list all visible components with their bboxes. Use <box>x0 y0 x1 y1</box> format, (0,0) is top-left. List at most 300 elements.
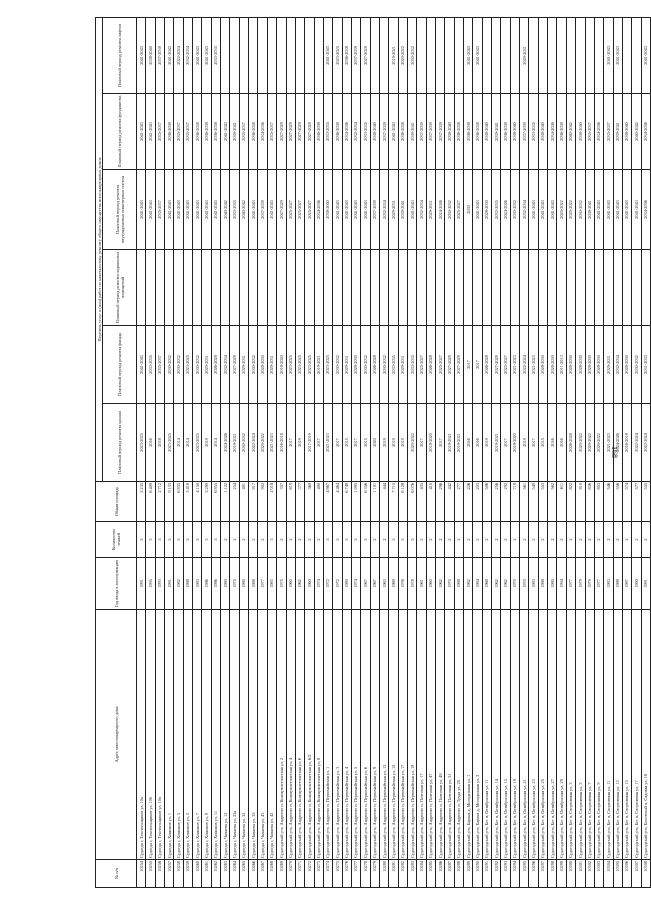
cell-floors: 5 <box>137 522 146 558</box>
cell-facade: 2026-2028 <box>211 326 220 404</box>
cell-engineering: 2041-2043 <box>342 170 351 250</box>
cell-lift <box>249 17 258 93</box>
cell-engineering: 2028-2030 <box>482 170 491 250</box>
cell-engineering: 2032-2034 <box>520 170 529 250</box>
cell-num: 10305 <box>613 860 622 888</box>
cell-roof: 2023-2025 <box>137 404 146 482</box>
table-row <box>464 17 473 887</box>
cell-roof: 2019 <box>398 404 407 482</box>
cell-roof: 2014 <box>183 404 192 482</box>
cell-facade: 2017 <box>464 326 473 404</box>
table-row <box>510 17 519 887</box>
cell-area: 6 076 <box>407 482 416 522</box>
cell-floors: 5 <box>389 522 398 558</box>
cell-year: 1975 <box>230 558 239 610</box>
cell-basement <box>492 250 501 326</box>
cell-basement <box>594 250 603 326</box>
table-row <box>520 17 529 887</box>
cell-area: 917 <box>249 482 258 522</box>
cell-floors: 2 <box>473 522 482 558</box>
cell-num: 10254 <box>137 860 146 888</box>
cell-floors: 5 <box>183 522 192 558</box>
cell-roof: 2017 <box>286 404 295 482</box>
cell-floors: 5 <box>155 522 164 558</box>
cell-basement <box>286 250 295 326</box>
table-header <box>96 17 137 887</box>
cell-foundation: 2039-2041 <box>230 94 239 170</box>
cell-facade: 2023-2025 <box>295 326 304 404</box>
cell-basement <box>454 250 463 326</box>
cell-year: 1960 <box>305 558 314 610</box>
cell-address: Судогодский р-н, Бег п, Октябрьская ул, 15 <box>501 610 510 860</box>
cell-address: Судогодский р-н, Андреево п, Почтовая ул, 49 <box>436 610 445 860</box>
cell-roof: 2020-2022 <box>407 404 416 482</box>
cell-num: 10269 <box>277 860 286 888</box>
cell-basement <box>202 250 211 326</box>
cell-floors: 5 <box>333 522 342 558</box>
cell-area: 277 <box>454 482 463 522</box>
cell-num: 10287 <box>445 860 454 888</box>
cell-year: 1960 <box>286 558 295 610</box>
cell-engineering: 2041-2043 <box>174 170 183 250</box>
cell-year: 1980 <box>221 558 230 610</box>
cell-year: 1970 <box>520 558 529 610</box>
cell-engineering: 2034-2036 <box>314 170 323 250</box>
cell-facade: 2017 <box>473 326 482 404</box>
table-row <box>426 17 435 887</box>
cell-lift <box>277 17 286 93</box>
cell-year: 1991 <box>137 558 146 610</box>
cell-basement <box>529 250 538 326</box>
cell-roof: 2023-2025 <box>193 404 202 482</box>
cell-basement <box>520 250 529 326</box>
cell-facade: 2028-2030 <box>566 326 575 404</box>
cell-lift: 2041-2043 <box>165 17 174 93</box>
cell-address: Судогодский р-н, Андреево п, Почтовая ул, 47 <box>426 610 435 860</box>
cell-num: 10256 <box>155 860 164 888</box>
header-foundation: Плановый период ремонта фундамента <box>103 94 137 170</box>
cell-address: Судогодский р-н, Бег п, Октябрьская ул, 25 <box>538 610 547 860</box>
cell-lift <box>492 17 501 93</box>
cell-basement <box>632 250 641 326</box>
cell-lift <box>436 17 445 93</box>
cell-foundation: 2027-2029 <box>286 94 295 170</box>
cell-engineering: 2041-2043 <box>146 170 155 250</box>
cell-engineering: 2025-2027 <box>295 170 304 250</box>
cell-engineering: 2030 <box>464 170 473 250</box>
cell-roof: 2020-2022 <box>585 404 594 482</box>
cell-facade: 2030-2032 <box>174 326 183 404</box>
cell-address: Судогда г, Химиков ул, 11 <box>211 610 220 860</box>
table-row <box>482 17 491 887</box>
table-row <box>295 17 304 887</box>
cell-foundation: 2038-2040 <box>482 94 491 170</box>
cell-year: 1962 <box>501 558 510 610</box>
table-row <box>137 17 146 887</box>
cell-area: 435 <box>417 482 426 522</box>
table-row <box>174 17 183 887</box>
cell-num: 10258 <box>174 860 183 888</box>
header-lift: Плановый период ремонта лифтов <box>103 17 137 93</box>
cell-num: 10293 <box>501 860 510 888</box>
cell-engineering: 2032-2034 <box>417 170 426 250</box>
cell-num: 10259 <box>183 860 192 888</box>
cell-address: Судогодский р-н, Андреево п, Первомайская ул, 9 <box>370 610 379 860</box>
cell-facade: 2028-2030 <box>622 326 631 404</box>
cell-foundation: 2034-2036 <box>342 94 351 170</box>
cell-year: 1982 <box>464 558 473 610</box>
cell-facade: 2029-2031 <box>267 326 276 404</box>
cell-year: 1993 <box>155 558 164 610</box>
cell-facade: 2027-2029 <box>230 326 239 404</box>
cell-area: 6 356 <box>361 482 370 522</box>
cell-roof: 2017 <box>501 404 510 482</box>
cell-basement <box>426 250 435 326</box>
cell-floors: 5 <box>342 522 351 558</box>
cell-address: Судогодский р-н, Андреево п, Коммунистическая ул, 2 <box>277 610 286 860</box>
cell-facade: 2028-2030 <box>585 326 594 404</box>
table-row <box>314 17 323 887</box>
table-row <box>342 17 351 887</box>
cell-foundation: 2036-2038 <box>464 94 473 170</box>
cell-address: Судогодский р-н, Болотский п, Садовая ул, 18 <box>641 610 650 860</box>
cell-basement <box>155 250 164 326</box>
cell-area: 442 <box>445 482 454 522</box>
table-row <box>333 17 342 887</box>
cell-engineering: 2041-2043 <box>538 170 547 250</box>
cell-year: 1974 <box>351 558 360 610</box>
cell-basement <box>193 250 202 326</box>
cell-basement <box>557 250 566 326</box>
header-year: Год ввода в эксплуатацию <box>96 558 137 610</box>
cell-foundation: 2039-2041 <box>613 94 622 170</box>
cell-address: Судогда г, Чапаева ул, 43 <box>258 610 267 860</box>
table-row <box>417 17 426 887</box>
cell-floors: 2 <box>436 522 445 558</box>
cell-foundation: 2033-2035 <box>361 94 370 170</box>
cell-floors: 5 <box>351 522 360 558</box>
cell-facade: 2023-2025 <box>286 326 295 404</box>
cell-year: 1979 <box>576 558 585 610</box>
cell-facade: 2032-2034 <box>221 326 230 404</box>
cell-roof: 2022-2024 <box>249 404 258 482</box>
cell-floors: 2 <box>529 522 538 558</box>
table-row <box>193 17 202 887</box>
cell-engineering: 2020-2022 <box>557 170 566 250</box>
cell-foundation: 2035-2037 <box>604 94 613 170</box>
cell-foundation: 2038-2040 <box>576 94 585 170</box>
cell-year: 1969 <box>389 558 398 610</box>
cell-facade: 2019-2021 <box>314 326 323 404</box>
cell-year: 1968 <box>482 558 491 610</box>
cell-address: Судогодский р-н, Бег п, Октябрьская ул, 23 <box>529 610 538 860</box>
cell-floors: 2 <box>239 522 248 558</box>
header-area: Общая площадь <box>96 482 137 522</box>
cell-facade: 2033-2035 <box>146 326 155 404</box>
cell-facade: 2028-2030 <box>258 326 267 404</box>
cell-num: 10299 <box>557 860 566 888</box>
cell-num: 10284 <box>417 860 426 888</box>
cell-facade: 2025-2027 <box>417 326 426 404</box>
cell-address: Судогодский р-н, Андреево п, Первомайская ул, 15 <box>389 610 398 860</box>
cell-area: 1 995 <box>351 482 360 522</box>
cell-foundation: 2038-2040 <box>538 94 547 170</box>
cell-lift: 2023-2025 <box>333 17 342 93</box>
cell-floors: 2 <box>557 522 566 558</box>
table-row <box>473 17 482 887</box>
cell-engineering: 2041-2043 <box>351 170 360 250</box>
cell-floors: 5 <box>165 522 174 558</box>
cell-year: 1961 <box>417 558 426 610</box>
cell-num: 10262 <box>211 860 220 888</box>
cell-year: 1962 <box>295 558 304 610</box>
cell-year: 1983 <box>604 558 613 610</box>
cell-roof: 2017 <box>333 404 342 482</box>
cell-basement <box>585 250 594 326</box>
cell-lift <box>529 17 538 93</box>
cell-roof: 2030-2032 <box>239 404 248 482</box>
cell-engineering: 2035-2037 <box>155 170 164 250</box>
cell-floors: 5 <box>174 522 183 558</box>
cell-facade: 2027-2029 <box>492 326 501 404</box>
table-row <box>557 17 566 887</box>
cell-year: 1980 <box>342 558 351 610</box>
cell-year: 1967 <box>361 558 370 610</box>
cell-address: Судогда г, Чапаева ул, 35 <box>249 610 258 860</box>
cell-year: 1991 <box>165 558 174 610</box>
cell-roof: 2020 <box>370 404 379 482</box>
cell-roof: 2017 <box>417 404 426 482</box>
cell-floors: 2 <box>510 522 519 558</box>
cell-num: 10296 <box>529 860 538 888</box>
cell-engineering: 2041-2043 <box>202 170 211 250</box>
table-row <box>211 17 220 887</box>
page-number: 168 <box>610 446 619 458</box>
cell-floors: 2 <box>632 522 641 558</box>
cell-floors: 2 <box>622 522 631 558</box>
cell-basement <box>379 250 388 326</box>
table-row <box>389 17 398 887</box>
cell-engineering: 2041-2043 <box>193 170 202 250</box>
table-row <box>594 17 603 887</box>
cell-num: 10281 <box>389 860 398 888</box>
cell-address: Судогодский р-н, Бег п, Спортивная ул, 3 <box>566 610 575 860</box>
cell-lift <box>370 17 379 93</box>
cell-roof: 2019-2021 <box>230 404 239 482</box>
cell-area: 6 855 <box>211 482 220 522</box>
cell-foundation: 2037-2039 <box>436 94 445 170</box>
cell-basement <box>211 250 220 326</box>
cell-foundation: 2036-2038 <box>314 94 323 170</box>
cell-area: 4 464 <box>333 482 342 522</box>
cell-engineering: 2039-2041 <box>585 170 594 250</box>
cell-floors: 2 <box>501 522 510 558</box>
cell-foundation: 2038-2040 <box>445 94 454 170</box>
cell-engineering: 2041-2043 <box>548 170 557 250</box>
cell-floors: 2 <box>566 522 575 558</box>
cell-floors: 2 <box>370 522 379 558</box>
cell-roof: 2019 <box>520 404 529 482</box>
table-row <box>277 17 286 887</box>
cell-address: Судогодский р-н, Андреево п, Первомайская ул, 5 <box>351 610 360 860</box>
table-row <box>305 17 314 887</box>
cell-lift: 2022-2024 <box>174 17 183 93</box>
cell-facade: 2026-2028 <box>426 326 435 404</box>
cell-address: Судогда г, Чапаева ул, 45 <box>267 610 276 860</box>
cell-year: 1972 <box>333 558 342 610</box>
cell-address: Судогда г, Химиков ул, 7 <box>193 610 202 860</box>
cell-foundation: 2036-2038 <box>249 94 258 170</box>
cell-foundation: 2037-2039 <box>379 94 388 170</box>
cell-roof: 2026-2028 <box>566 404 575 482</box>
header-facade: Плановый период ремонта фасада <box>103 326 137 404</box>
cell-year: 1983 <box>529 558 538 610</box>
cell-basement <box>473 250 482 326</box>
cell-roof: 2016-2018 <box>277 404 286 482</box>
cell-roof: 2021-2023 <box>604 404 613 482</box>
cell-engineering: 2027-2029 <box>277 170 286 250</box>
cell-year: 1972 <box>323 558 332 610</box>
cell-basement <box>239 250 248 326</box>
cell-roof: 2023-2025 <box>165 404 174 482</box>
cell-num: 10285 <box>426 860 435 888</box>
cell-foundation: 2035-2037 <box>183 94 192 170</box>
cell-basement <box>445 250 454 326</box>
cell-lift <box>566 17 575 93</box>
cell-lift: 2032-2034 <box>183 17 192 93</box>
cell-lift <box>239 17 248 93</box>
cell-address: Судогда г, Текстильщиков ул, 10в <box>155 610 164 860</box>
cell-roof: 2024-2026 <box>221 404 230 482</box>
cell-basement <box>566 250 575 326</box>
cell-num: 10302 <box>585 860 594 888</box>
cell-foundation: 2027-2029 <box>295 94 304 170</box>
cell-facade: 2031-2033 <box>641 326 650 404</box>
cell-year: 1983 <box>267 558 276 610</box>
cell-engineering: 2034-2036 <box>641 170 650 250</box>
cell-lift <box>417 17 426 93</box>
cell-roof: 2020-2022 <box>594 404 603 482</box>
cell-area: 718 <box>510 482 519 522</box>
table-row <box>501 17 510 887</box>
cell-facade: 2029-2031 <box>604 326 613 404</box>
cell-area: 360 <box>305 482 314 522</box>
cell-year: 1988 <box>249 558 258 610</box>
cell-foundation: 2037-2039 <box>417 94 426 170</box>
header-floors: Количество этажей <box>96 522 137 558</box>
table-row <box>155 17 164 887</box>
cell-foundation: 2036-2038 <box>454 94 463 170</box>
cell-roof: 2024-2026 <box>613 404 622 482</box>
cell-lift: 2041-2043 <box>202 17 211 93</box>
cell-engineering: 2025-2027 <box>286 170 295 250</box>
header-works-group: Перечень услуг и (или) работ по капитальному ремонту общего имущества многоквартирных домов <box>96 17 103 481</box>
cell-area: 506 <box>482 482 491 522</box>
table-row <box>492 17 501 887</box>
cell-num: 10298 <box>548 860 557 888</box>
cell-num: 10270 <box>286 860 295 888</box>
cell-address: Судогодский р-н, Бег п, Спортивная ул, 11 <box>604 610 613 860</box>
cell-num: 10280 <box>379 860 388 888</box>
cell-year: 1980 <box>548 558 557 610</box>
cell-floors: 5 <box>407 522 416 558</box>
table-row <box>641 17 650 887</box>
cell-area: 292 <box>501 482 510 522</box>
cell-lift <box>230 17 239 93</box>
cell-area: 4 150 <box>193 482 202 522</box>
cell-foundation: 2034-2036 <box>594 94 603 170</box>
cell-lift <box>594 17 603 93</box>
cell-area: 6 748 <box>342 482 351 522</box>
table-row <box>576 17 585 887</box>
cell-facade: 2030-2032 <box>249 326 258 404</box>
cell-num: 10257 <box>165 860 174 888</box>
cell-num: 10264 <box>230 860 239 888</box>
cell-address: Судогодский р-н, Бег п, Октябрьская ул, 11 <box>482 610 491 860</box>
table-row <box>622 17 631 887</box>
cell-address: Судогда г, Чапаева ул, 12 <box>221 610 230 860</box>
cell-foundation: 2036-2038 <box>473 94 482 170</box>
cell-foundation: 2027-2029 <box>277 94 286 170</box>
cell-foundation: 2036-2038 <box>193 94 202 170</box>
cell-area: 574 <box>622 482 631 522</box>
cell-num: 10306 <box>622 860 631 888</box>
cell-roof: 2021-2023 <box>267 404 276 482</box>
cell-num: 10265 <box>239 860 248 888</box>
cell-facade: 2030-2032 <box>632 326 641 404</box>
cell-area: 410 <box>426 482 435 522</box>
cell-engineering: 2030-2032 <box>510 170 519 250</box>
cell-lift <box>295 17 304 93</box>
cell-address: Судогодский р-н, Андреево п, Первомайская ул, 19 <box>407 610 416 860</box>
table-body <box>137 17 651 887</box>
cell-floors: 2 <box>464 522 473 558</box>
cell-foundation: 2036-2038 <box>398 94 407 170</box>
cell-num: 10260 <box>193 860 202 888</box>
table-row <box>202 17 211 887</box>
cell-lift: 2041-2043 <box>613 17 622 93</box>
cell-roof: 2022-2024 <box>641 404 650 482</box>
table-row <box>249 17 258 887</box>
cell-basement <box>548 250 557 326</box>
cell-facade: 2041-2043 <box>137 326 146 404</box>
cell-num: 10271 <box>295 860 304 888</box>
cell-engineering: 2040-2042 <box>239 170 248 250</box>
cell-year: 1988 <box>538 558 547 610</box>
cell-num: 10283 <box>407 860 416 888</box>
cell-lift: 2037-2039 <box>155 17 164 93</box>
cell-engineering: 2041-2043 <box>333 170 342 250</box>
cell-roof: 2014 <box>211 404 220 482</box>
cell-area: 203 <box>473 482 482 522</box>
cell-basement <box>146 250 155 326</box>
cell-roof: 2018 <box>155 404 164 482</box>
cell-roof: 2017 <box>314 404 323 482</box>
cell-facade: 2027-2029 <box>445 326 454 404</box>
cell-address: Судогодский р-н, Андреево п, Почтовая ул, 51 <box>445 610 454 860</box>
cell-floors: 2 <box>258 522 267 558</box>
cell-roof: 2015 <box>361 404 370 482</box>
cell-address: Судогодский р-н, Бег п, Спортивная ул, 17 <box>632 610 641 860</box>
table-row <box>548 17 557 887</box>
cell-basement <box>258 250 267 326</box>
cell-lift <box>286 17 295 93</box>
cell-lift <box>557 17 566 93</box>
cell-num: 10308 <box>641 860 650 888</box>
cell-floors: 5 <box>146 522 155 558</box>
cell-floors: 5 <box>193 522 202 558</box>
cell-num: 10277 <box>351 860 360 888</box>
